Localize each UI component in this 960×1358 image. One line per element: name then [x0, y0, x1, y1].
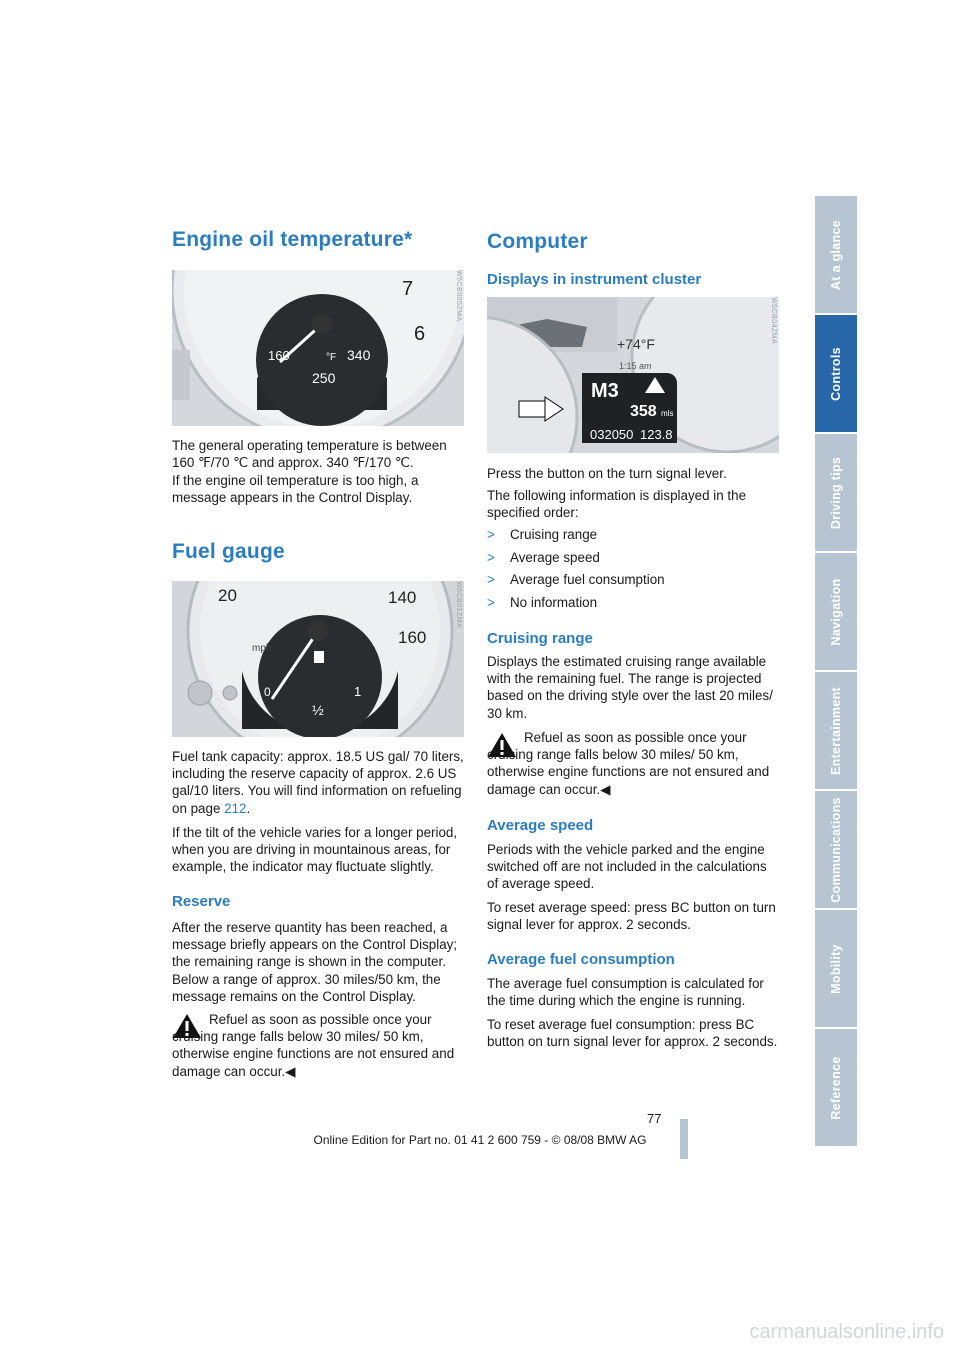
figure-code: W5CB005ZMA [455, 270, 462, 322]
tab-controls[interactable] [815, 315, 857, 434]
tab-reference[interactable] [815, 1029, 857, 1148]
tab-label: Navigation [829, 578, 843, 645]
gauge-label-250: 250 [312, 370, 336, 386]
fuel-label-140: 140 [388, 588, 417, 607]
display-range-unit: mls [661, 409, 674, 418]
cluster-illustration [487, 297, 779, 453]
subsection-title-average-fuel: Average fuel consumption [487, 951, 675, 968]
figure-code: W5CB01ZMA [455, 581, 462, 629]
list-item-label: No information [510, 594, 598, 610]
avg-fuel-paragraph-2: To reset average fuel consumption: press BC button on turn signal lever for approx. 2 seconds. [487, 1017, 778, 1050]
gauge-unit: °F [326, 352, 337, 363]
fuel-label-160: 160 [398, 628, 427, 647]
list-item-label: Average speed [510, 549, 600, 565]
display-range-value: 358 [630, 403, 657, 420]
fuel-label-1: 1 [354, 684, 362, 699]
bullet-mark: > [487, 594, 495, 610]
display-mode: M3 [591, 380, 619, 402]
fuel-gauge-illustration [172, 581, 464, 737]
footer-edition-text: Online Edition for Part no. 01 41 2 600 759 - © 08/08 BMW AG [313, 1133, 647, 1147]
section-title-oil-temperature: Engine oil temperature* [172, 228, 413, 251]
display-temp: +74°F [617, 336, 655, 352]
reserve-paragraph-1: After the reserve quantity has been reached, a message briefly appears on the Control Display; the remaining range is shown in the computer. Below a range of approx. 30 miles/50 km, the message remains on the Control Display. [172, 920, 458, 1004]
list-item-label: Average fuel consumption [510, 572, 665, 587]
subsection-title-reserve: Reserve [172, 893, 231, 910]
tab-label: Entertainment [829, 686, 843, 775]
chapter-tabs [815, 196, 857, 1148]
tab-label: Controls [829, 346, 843, 401]
tab-label: At a glance [829, 219, 843, 290]
tab-at-a-glance[interactable] [815, 196, 857, 315]
tab-driving-tips[interactable] [815, 434, 857, 553]
subsection-title-displays: Displays in instrument cluster [487, 271, 702, 288]
gauge-label-340: 340 [347, 347, 371, 363]
display-odometer: 032050 [590, 427, 634, 442]
display-order-list [487, 524, 779, 614]
cruising-warning-text: Refuel as soon as possible once your cruising range falls below 30 miles/ 50 km, otherwise engine functions are not ensured and damage can occur.◀ [487, 730, 770, 797]
list-item [487, 569, 779, 592]
fuel-label-half: ½ [312, 702, 324, 718]
tab-entertainment[interactable] [815, 672, 857, 791]
computer-paragraph-2: The following information is displayed in the specified order: [487, 488, 747, 521]
subsection-title-cruising-range: Cruising range [487, 630, 593, 647]
avg-speed-paragraph-2: To reset average speed: press BC button on turn signal lever for approx. 2 seconds. [487, 900, 776, 933]
page-link-212[interactable]: 212 [224, 800, 247, 816]
instrument-cluster-figure [487, 297, 779, 453]
oil-gauge-illustration [172, 270, 464, 426]
cruising-paragraph-1: Displays the estimated cruising range available with the remaining fuel. The range is projected based on the driving style over the last 20 miles/ 30 km. [487, 654, 773, 721]
tab-label: Communications [829, 796, 843, 903]
gauge-label-6: 6 [414, 323, 426, 345]
watermark-text: carmanualsonline.info [749, 1321, 944, 1343]
tab-navigation[interactable] [815, 553, 857, 672]
list-item [487, 592, 779, 615]
bullet-mark: > [487, 572, 495, 587]
page-number: 77 [647, 1111, 662, 1126]
subsection-title-average-speed: Average speed [487, 817, 594, 834]
tab-mobility[interactable] [815, 910, 857, 1029]
reserve-warning-text: Refuel as soon as possible once your cruising range falls below 30 miles/ 50 km, otherwise engine functions are not ensured and damage can occur.◀ [172, 1012, 455, 1079]
gauge-label-160: 160 [268, 348, 290, 363]
section-title-computer: Computer [487, 230, 588, 253]
fuel-label-0: 0 [264, 685, 271, 699]
oil-temp-paragraph-1: The general operating temperature is between 160 ℉/70 ℃ and approx. 340 ℉/170 ℃. [172, 438, 447, 471]
tab-communications[interactable] [815, 791, 857, 910]
section-title-fuel-gauge: Fuel gauge [172, 540, 285, 563]
tab-label: Mobility [829, 943, 843, 994]
bullet-mark: > [487, 549, 495, 565]
tab-label: Reference [829, 1055, 843, 1120]
list-item-label: Cruising range [510, 527, 598, 542]
bullet-mark: > [487, 527, 495, 542]
gauge-label-7: 7 [402, 278, 414, 300]
fuel-label-20: 20 [218, 586, 237, 605]
fuel-paragraph-2: If the tilt of the vehicle varies for a longer period, when you are driving in mountainous areas, for example, the indicator may fluctuate slightly. [172, 825, 458, 875]
avg-speed-paragraph-1: Periods with the vehicle parked and the engine switched off are not included in the calculations of average speed. [487, 842, 767, 892]
display-trip: 123.8 [640, 427, 673, 442]
oil-temp-paragraph-2: If the engine oil temperature is too high, a message appears in the Control Display. [172, 473, 419, 506]
fuel-paragraph-1-text: Fuel tank capacity: approx. 18.5 US gal/ 70 liters, including the reserve capacity of approx. 2.6 US gal/10 liters. You will find information on refueling on page [172, 749, 464, 816]
list-item [487, 524, 779, 547]
computer-paragraph-1: Press the button on the turn signal lever. [487, 466, 727, 481]
display-time: 1:15 am [619, 361, 652, 371]
figure-code: W5CB04ZMA [770, 297, 777, 345]
fuel-gauge-figure [172, 581, 464, 737]
fuel-paragraph-1-end: . [246, 800, 251, 816]
fuel-paragraph-1 [172, 748, 464, 817]
avg-fuel-paragraph-1: The average fuel consumption is calculated for the time during which the engine is running. [487, 976, 764, 1009]
tab-label: Driving tips [829, 456, 843, 529]
list-item [487, 547, 779, 570]
oil-temperature-gauge-figure [172, 270, 464, 426]
fuel-label-mph: mph [252, 643, 272, 654]
